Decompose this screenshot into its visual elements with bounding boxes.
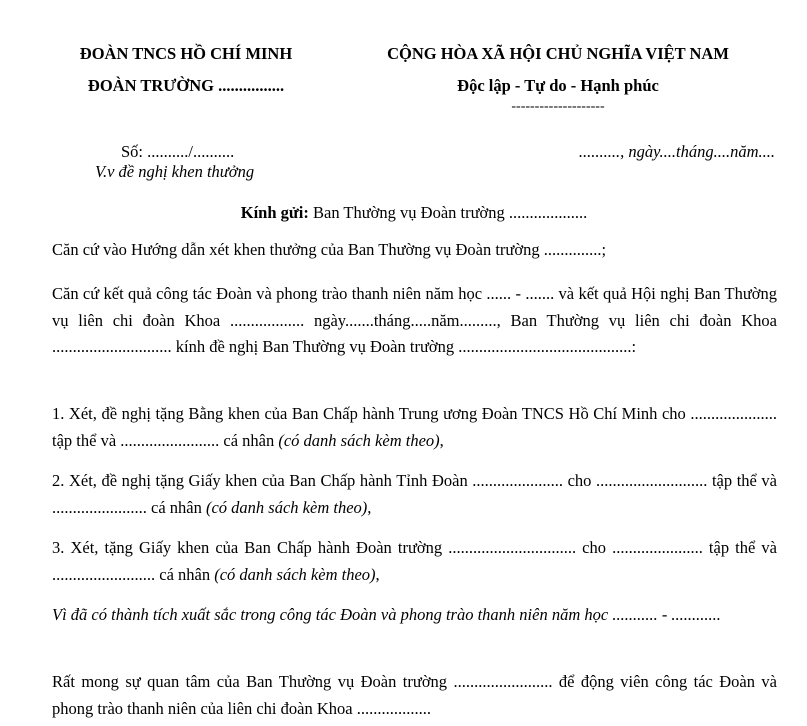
- achievement-reason: Vì đã có thành tích xuất sắc trong công tác Đoàn và phong trào thanh niên năm học ........... - ............: [52, 605, 721, 624]
- document-subject: V.v đề nghị khen thưởng: [95, 162, 255, 181]
- motto-divider: --------------------: [511, 99, 605, 114]
- recipient-label: Kính gửi:: [240, 203, 309, 222]
- document-date: .........., ngày....tháng....năm....: [578, 142, 775, 161]
- basis-paragraph-2: Căn cứ kết quả công tác Đoàn và phong trào thanh niên năm học ...... - ....... và kết quả Hội nghị Ban Thường vụ liên chi đoàn Khoa .................. ngày.......tháng.....năm........., Ban Thường vụ liên chi đoàn Khoa ............................. kính đề nghị Ban Thường vụ Đoàn trường ..........................................:: [52, 284, 777, 356]
- closing-paragraph: Rất mong sự quan tâm của Ban Thường vụ Đoàn trường ........................ để động viên công tác Đoàn và phong trào thanh niên của liên chi đoàn Khoa ..................: [52, 672, 777, 718]
- national-title: CỘNG HÒA XÃ HỘI CHỦ NGHĨA VIỆT NAM: [387, 44, 729, 63]
- proposal-item-2-text: 2. Xét, đề nghị tặng Giấy khen của Ban Chấp hành Tỉnh Đoàn ...................... cho ........................... tập thể và ....................... cá nhân: [52, 471, 777, 517]
- proposal-item-1: [52, 401, 777, 454]
- proposal-item-1-note: (có danh sách kèm theo): [278, 430, 440, 450]
- proposal-item-1-text: 1. Xét, đề nghị tặng Bằng khen của Ban Chấp hành Trung ương Đoàn TNCS Hồ Chí Minh cho ..................... tập thể và ........................ cá nhân: [52, 404, 777, 450]
- proposal-item-1-end: ,: [439, 430, 444, 450]
- proposal-item-3-text: 3. Xét, tặng Giấy khen của Ban Chấp hành Đoàn trường ............................... cho ...................... tập thể và ......................... cá nhân: [52, 538, 777, 584]
- proposal-item-2-end: ,: [367, 497, 372, 517]
- proposal-item-3: [52, 535, 777, 588]
- document-number: Số: ........../..........: [121, 142, 235, 161]
- org-name: ĐOÀN TNCS HỒ CHÍ MINH: [79, 44, 293, 63]
- basis-paragraph-1: Căn cứ vào Hướng dẫn xét khen thưởng của Ban Thường vụ Đoàn trường ..............;: [52, 240, 607, 259]
- proposal-item-3-end: ,: [375, 564, 380, 584]
- org-unit: ĐOÀN TRƯỜNG ................: [87, 76, 285, 95]
- proposal-item-2-note: (có danh sách kèm theo): [205, 497, 368, 517]
- recipient-text: Ban Thường vụ Đoàn trường ...................: [308, 203, 588, 222]
- national-motto: Độc lập - Tự do - Hạnh phúc: [457, 76, 659, 95]
- recipient-line: [241, 203, 588, 223]
- proposal-item-2: [52, 468, 777, 521]
- proposal-item-3-note: (có danh sách kèm theo): [214, 564, 376, 584]
